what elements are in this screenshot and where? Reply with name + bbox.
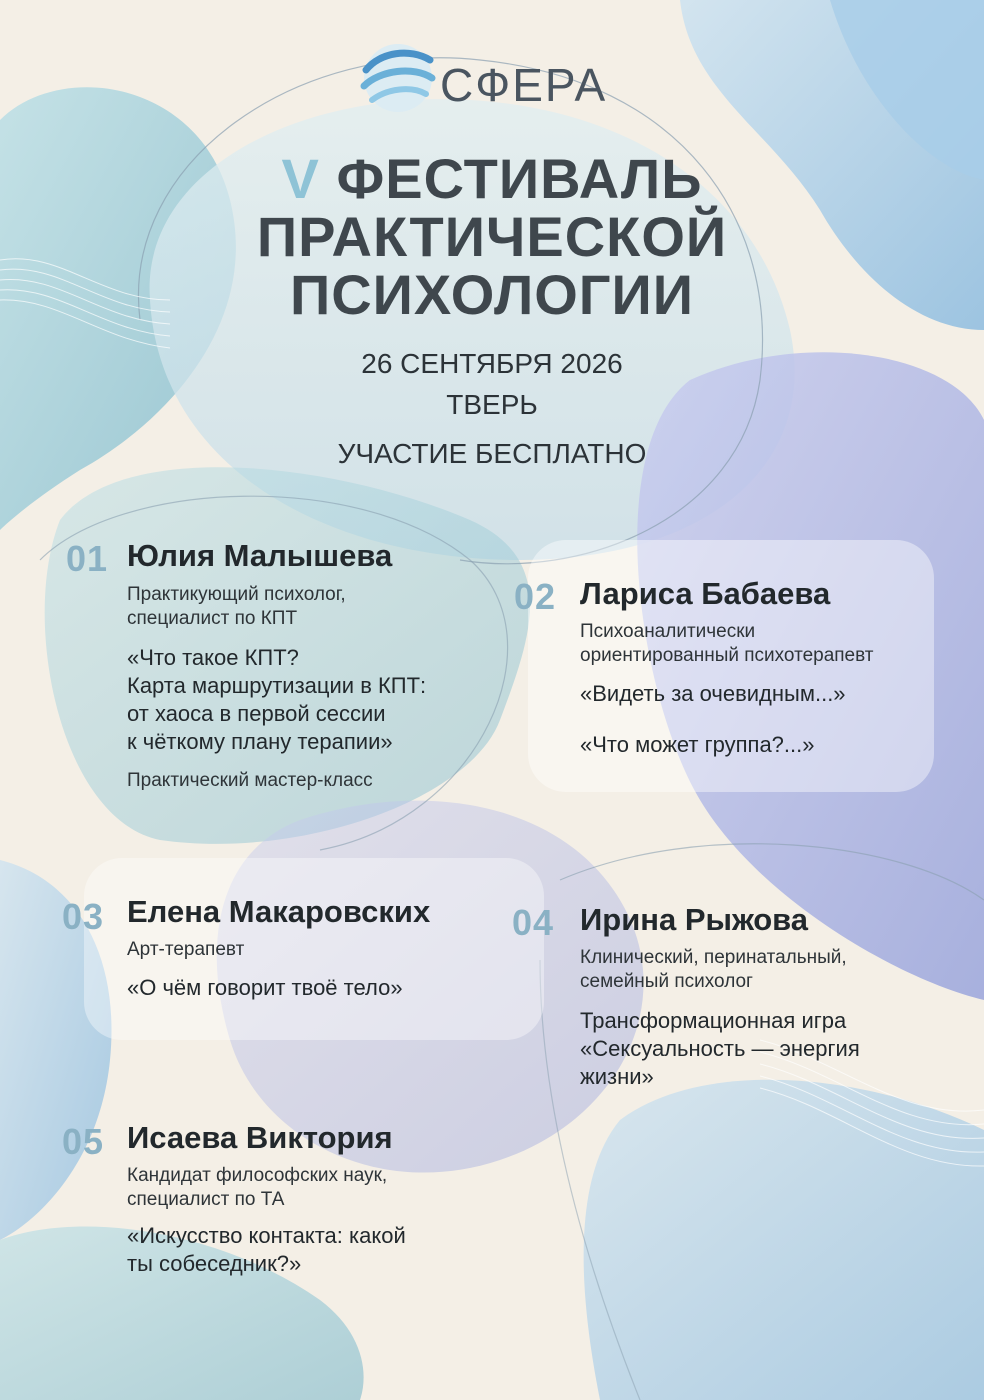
talk-line-2: «Сексуальность — энергия: [580, 1036, 860, 1061]
speaker-role-line-2: специалист по ТА: [127, 1189, 285, 1210]
speaker-number: 05: [62, 1121, 105, 1162]
event-city: ТВЕРЬ: [446, 389, 538, 420]
speaker-name: Лариса Бабаева: [580, 576, 831, 611]
speaker-name: Ирина Рыжова: [580, 902, 809, 937]
talk-line-1: «Искусство контакта: какой: [127, 1223, 406, 1248]
speaker-number: 02: [514, 576, 557, 617]
talk-line-1: «О чём говорит твоё тело»: [127, 975, 403, 1000]
title-line-1: [0, 147, 984, 210]
speaker-role-line-1: Клинический, перинатальный,: [580, 947, 847, 968]
talk-line-3: жизни»: [580, 1064, 654, 1089]
talk-2: «Что может группа?...»: [580, 732, 815, 757]
speaker-number: 03: [62, 896, 105, 937]
talk-line-2: Карта маршрутизации в КПТ:: [127, 673, 427, 698]
speaker-role-line-1: Арт-терапевт: [127, 939, 245, 960]
talk-1: «Видеть за очевидным...»: [580, 681, 846, 706]
speaker-name: Юлия Малышева: [127, 538, 393, 573]
talk-line-4: к чёткому плану терапии»: [127, 729, 393, 754]
event-fee: УЧАСТИЕ БЕСПЛАТНО: [337, 438, 647, 469]
speaker-name: Елена Макаровских: [127, 894, 431, 929]
talk-format: Практический мастер-класс: [127, 770, 373, 791]
speaker-role-line-2: ориентированный психотерапевт: [580, 645, 874, 666]
logo-name: СФЕРА: [440, 59, 608, 111]
speaker-role-line-1: Кандидат философских наук,: [127, 1165, 388, 1186]
speaker-name: Исаева Виктория: [127, 1120, 393, 1155]
title-word-1: ФЕСТИВАЛЬ: [336, 147, 703, 210]
talk-line-1: Трансформационная игра: [580, 1008, 847, 1033]
event-date: 26 СЕНТЯБРЯ 2026: [361, 348, 623, 379]
speaker-role-line-1: Психоаналитически: [580, 621, 756, 642]
talk-line-2: ты собеседник?»: [127, 1251, 302, 1276]
title-line-3: ПСИХОЛОГИИ: [289, 263, 695, 326]
title-line-2: ПРАКТИЧЕСКОЙ: [256, 205, 728, 268]
speaker-number: 04: [512, 902, 555, 943]
title-roman-numeral: V: [281, 147, 320, 210]
globe-swirl-icon: [364, 44, 432, 112]
speaker-number: 01: [66, 538, 109, 579]
blob-bottom-right: [584, 1080, 984, 1400]
talk-line-3: от хаоса в первой сессии: [127, 701, 386, 726]
speaker-role-line-1: Практикующий психолог,: [127, 584, 346, 605]
talk-line-1: «Что такое КПТ?: [127, 645, 299, 670]
speaker-role-line-2: специалист по КПТ: [127, 608, 298, 629]
speaker-role-line-2: семейный психолог: [580, 971, 753, 992]
